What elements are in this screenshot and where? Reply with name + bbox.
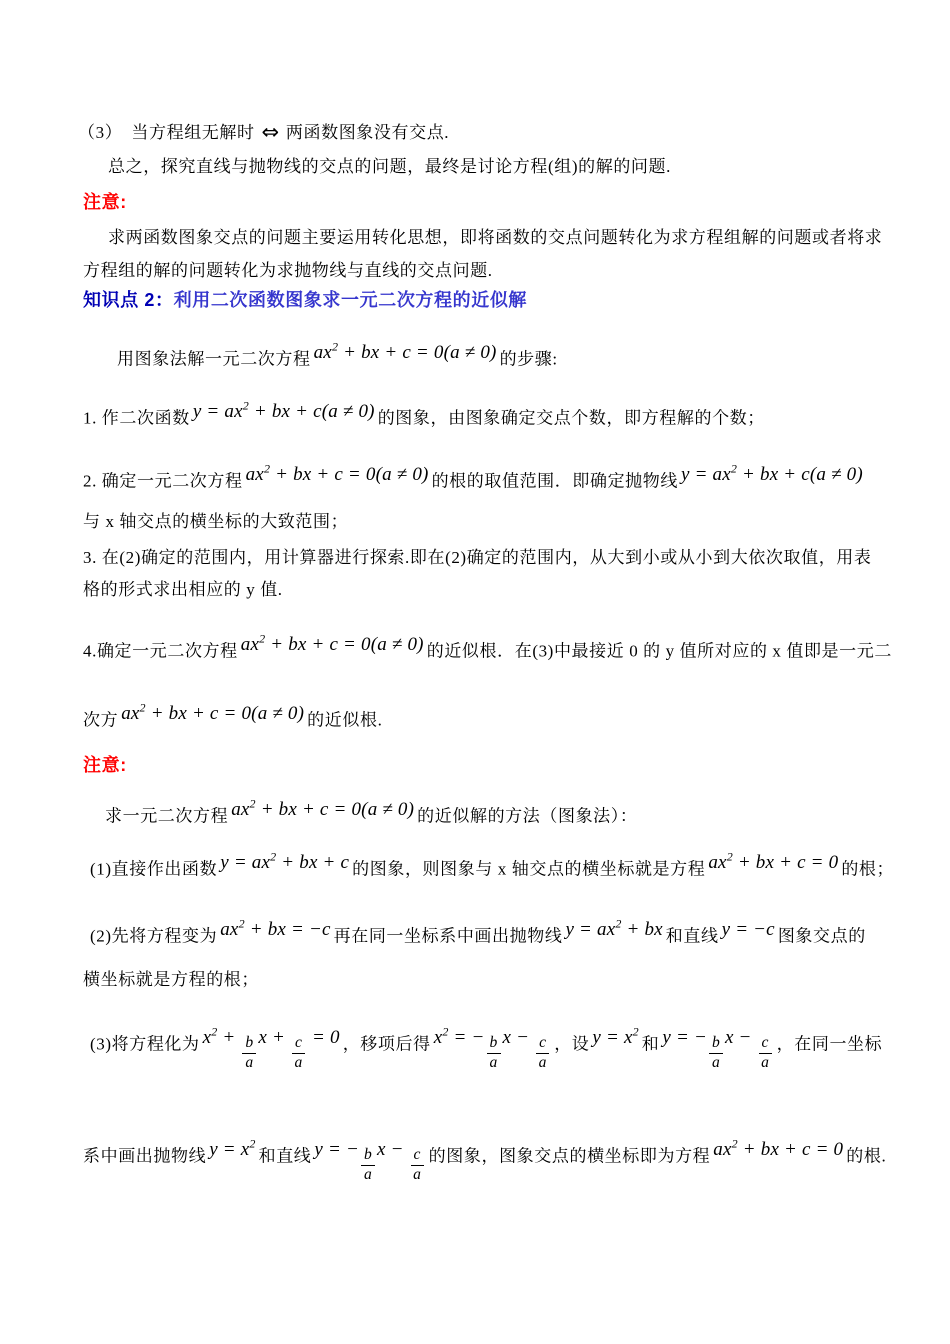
- math-formula: $ax^2$ + bx = −c: [220, 917, 331, 941]
- text-run: ，在同一坐标: [776, 1034, 883, 1054]
- math-formula: $y = x^2$: [209, 1137, 256, 1161]
- exponent: 2: [211, 1025, 218, 1039]
- math-formula: $ax^2$ + bx + c = 0: [708, 850, 839, 874]
- para-transform-line2: [83, 260, 493, 282]
- text-run: 2. 确定一元二次方程: [83, 471, 243, 491]
- line-method-intro: [117, 342, 558, 370]
- line-method-2b: [83, 969, 259, 991]
- note-heading-1: [83, 191, 127, 213]
- text-run: 求两函数图象交点的问题主要运用转化思想，即将函数的交点问题转化为求方程组解的问题或者将求: [108, 228, 883, 247]
- line-method-3b: [83, 1137, 887, 1183]
- line-method-2a: [90, 919, 866, 947]
- note-heading-2: [83, 754, 127, 776]
- text-run: 再在同一坐标系中画出抛物线: [333, 926, 563, 946]
- exponent: 2: [249, 797, 256, 811]
- math-formula: $ax^2$ + bx + c = 0(a ≠ 0): [245, 462, 429, 486]
- math-formula: $x^2$ = − $\frac{b}{a}$ x − $\frac{c}{a}$: [434, 1027, 551, 1048]
- text-run: 的图象，图象交点的横坐标即为方程: [428, 1146, 711, 1166]
- fraction-numerator: b: [709, 1035, 723, 1053]
- text-run: 3. 在(2)确定的范围内，用计算器进行探索.即在(2)确定的范围内，从大到小或从小到大依次取值，用表: [83, 548, 872, 567]
- math-formula: $ax^2$ + bx + c = 0(a ≠ 0): [313, 340, 497, 364]
- text-run: 利用二次函数图象求一元二次方程的近似解: [173, 290, 528, 310]
- math-formula: y = − $\frac{b}{a}$ x − $\frac{c}{a}$: [314, 1139, 425, 1160]
- line-approx-intro: [105, 799, 637, 827]
- text-run: 方程组的解的问题转化为求抛物线与直线的交点问题.: [83, 261, 493, 280]
- math-formula: $x^2$ + $\frac{b}{a}$ x + $\frac{c}{a}$ = 0: [202, 1025, 340, 1071]
- math-formula: $y = x^2$: [592, 1025, 639, 1049]
- line-step-3b: [83, 579, 283, 601]
- exponent: 2: [730, 462, 738, 476]
- text-run: 和直线: [665, 926, 719, 946]
- text-run: 的根的取值范围．即确定抛物线: [431, 471, 678, 491]
- math-formula: $y = ax^2$ + bx: [565, 917, 663, 941]
- fraction: [487, 1034, 501, 1071]
- text-run: 用图象法解一元二次方程: [117, 349, 311, 369]
- para-transform-line1: [108, 227, 882, 249]
- exponent: 2: [263, 462, 271, 476]
- text-run: 1. 作二次函数: [83, 408, 190, 428]
- line-step-4a: [83, 634, 892, 662]
- text-run: 图象交点的: [777, 926, 866, 946]
- math-formula: $ax^2$ + bx + c = 0(a ≠ 0): [231, 797, 415, 821]
- fraction-denominator: a: [538, 1053, 547, 1071]
- exponent: 2: [259, 632, 266, 646]
- text-run: 与 x 轴交点的横坐标的大致范围；: [83, 512, 349, 531]
- text-run: 系中画出抛物线: [83, 1146, 207, 1166]
- fraction-numerator: c: [759, 1035, 772, 1053]
- text-run: (1)直接作出函数: [90, 859, 218, 879]
- fraction-denominator: a: [413, 1165, 422, 1183]
- fraction: [536, 1034, 549, 1071]
- fraction: [759, 1034, 772, 1071]
- fraction-denominator: a: [489, 1053, 498, 1071]
- text-run: 求一元二次方程: [105, 806, 229, 826]
- exponent: 2: [139, 701, 146, 715]
- fraction-numerator: c: [411, 1147, 424, 1165]
- text-run: 的近似根．在(3)中最接近 0 的 y 值所对应的 x 值即是一元二: [426, 641, 892, 661]
- text-run: (3)将方程化为: [90, 1034, 200, 1054]
- math-formula: $ax^2$ + bx + c = 0(a ≠ 0): [121, 701, 305, 725]
- text-run: 和直线: [258, 1146, 312, 1166]
- text-run: 的图象，则图象与 x 轴交点的横坐标就是方程: [352, 859, 706, 879]
- fraction-denominator: a: [761, 1053, 770, 1071]
- exponent: 2: [242, 399, 249, 413]
- math-formula: y = − $\frac{b}{a}$ x − $\frac{c}{a}$: [662, 1027, 773, 1048]
- knowledge-point-2-heading: [83, 289, 527, 311]
- line-method-1: [90, 852, 894, 880]
- equivalence-double-arrow-icon: ⇔: [261, 120, 280, 144]
- line-step-1: [83, 401, 765, 429]
- line-step-3a: [83, 547, 872, 569]
- text-run: 的图象，由图象确定交点个数，即方程解的个数；: [377, 408, 765, 428]
- text-run: （3） 当方程组无解时: [78, 123, 260, 142]
- line-point3: [78, 120, 449, 144]
- line-step-2b: [83, 511, 348, 533]
- exponent: 2: [331, 340, 339, 354]
- line-step-4b: [83, 703, 382, 731]
- exponent: 2: [731, 1137, 738, 1151]
- text-run: 的根；: [841, 859, 895, 879]
- line-summary: [108, 156, 671, 178]
- math-formula: $y = ax^2$ + bx + c(a ≠ 0): [680, 462, 863, 486]
- text-run: 的近似根.: [307, 710, 383, 730]
- text-run: ，设: [554, 1034, 590, 1054]
- fraction: [709, 1034, 723, 1071]
- fraction-denominator: a: [294, 1053, 303, 1071]
- fraction-numerator: c: [536, 1035, 549, 1053]
- text-run: 4.确定一元二次方程: [83, 641, 238, 661]
- text-run: 次方: [83, 710, 119, 730]
- exponent: 2: [726, 850, 733, 864]
- fraction: [292, 1034, 305, 1071]
- fraction: [411, 1146, 424, 1183]
- fraction-denominator: a: [363, 1165, 372, 1183]
- fraction: [361, 1146, 375, 1183]
- exponent: 2: [442, 1025, 449, 1039]
- text-run: 和: [641, 1034, 660, 1054]
- fraction-numerator: c: [292, 1035, 305, 1053]
- fraction-denominator: a: [245, 1053, 254, 1071]
- text-run: 的步骤:: [499, 349, 558, 369]
- exponent: 2: [632, 1025, 639, 1039]
- text-run: 的近似解的方法（图象法）：: [417, 806, 638, 826]
- exponent: 2: [249, 1137, 256, 1151]
- fraction-numerator: b: [487, 1035, 501, 1053]
- math-formula: $ax^2$ + bx + c = 0(a ≠ 0): [240, 632, 424, 656]
- text-run: 总之，探究直线与抛物线的交点的问题，最终是讨论方程(组)的解的问题.: [108, 157, 671, 176]
- line-method-3a: [90, 1025, 883, 1071]
- text-run: 知识点 2：: [83, 290, 174, 310]
- text-run: 两函数图象没有交点.: [281, 123, 450, 142]
- text-run: 的根.: [846, 1146, 887, 1166]
- exponent: 2: [615, 917, 622, 931]
- text-run: (2)先将方程变为: [90, 926, 218, 946]
- text-run: ，移项后得: [342, 1034, 431, 1054]
- exponent: 2: [238, 917, 245, 931]
- math-formula: $ax^2$ + bx + c = 0: [713, 1137, 844, 1161]
- math-formula: $y = ax^2$ + bx + c(a ≠ 0): [192, 399, 375, 423]
- math-formula: y = −c: [721, 919, 775, 941]
- line-step-2a: [83, 464, 866, 492]
- text-run: 格的形式求出相应的 y 值.: [83, 580, 283, 599]
- text-run: 注意:: [83, 755, 127, 775]
- exponent: 2: [270, 850, 277, 864]
- fraction-numerator: b: [361, 1147, 375, 1165]
- fraction-numerator: b: [242, 1035, 256, 1053]
- text-run: 横坐标就是方程的根；: [83, 970, 259, 989]
- math-formula: $y = ax^2$ + bx + c: [220, 850, 350, 874]
- text-run: 注意:: [83, 192, 127, 212]
- fraction-denominator: a: [711, 1053, 720, 1071]
- fraction: [242, 1034, 256, 1071]
